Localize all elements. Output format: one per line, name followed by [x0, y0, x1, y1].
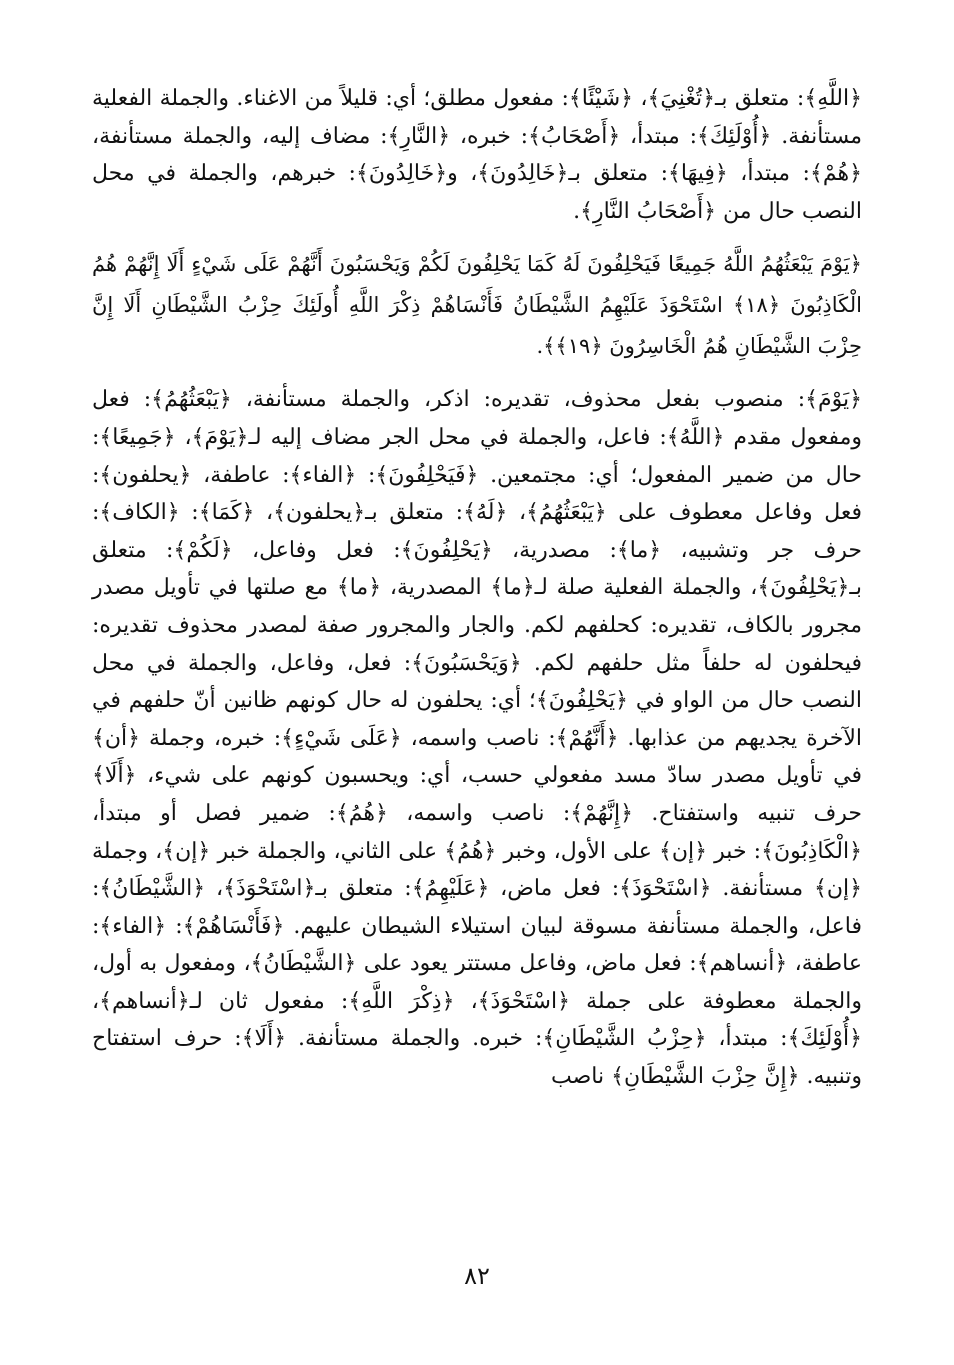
grammar-analysis-paragraph: ﴿يَوْمَ﴾: منصوب بفعل محذوف، تقديره: اذكر، والجملة مستأنفة، ﴿يَبْعَثُهُمُ﴾: فعل ومفعول مقدم ﴿اللَّهُ﴾: فاعل، والجملة في محل الجر مضاف إليه لـ﴿يَوْمَ﴾، ﴿جَمِيعًا﴾: حال من ضمير المفعول؛ أي: مجتمعين. ﴿فَيَحْلِفُونَ﴾: ﴿الفاء﴾: عاطفة، ﴿يحلفون﴾: فعل وفاعل معطوف على ﴿يَبْعَثُهُمُ﴾، ﴿لَهُ﴾: متعلق بـ﴿يحلفون﴾، ﴿كَمَا﴾: ﴿الكاف﴾: حرف جر وتشبيه، ﴿ما﴾: مصدرية، ﴿يَحْلِفُونَ﴾: فعل وفاعل، ﴿لَكُمْ﴾: متعلق بـ﴿يَحْلِفُونَ﴾، والجملة الفعلية صلة لـ﴿ما﴾ المصدرية، ﴿ما﴾ مع صلتها في تأويل مصدر مجرور بالكاف، تقديره: كحلفهم لكم. والجار والمجرور صفة لمصدر محذوف تقديره: فيحلفون له حلفاً مثل حلفهم لكم. ﴿وَيَحْسَبُونَ﴾: فعل، وفاعل، والجملة في محل النصب حال من الواو في ﴿يَحْلِفُونَ﴾؛ أي: يحلفون له حال كونهم ظانين أنّ حلفهم في الآخرة يجديهم من عذابها. ﴿أَنَّهُمْ﴾: ناصب واسمه، ﴿عَلَى شَيْءٍ﴾: خبره، وجملة ﴿أن﴾ في تأويل مصدر سادّ مسد مفعولي حسب، أي: ويحسبون كونهم على شيء، ﴿أَلَا﴾ حرف تنبيه واستفتاح. ﴿إِنَّهُمْ﴾: ناصب واسمه، ﴿هُمُ﴾: ضمير فصل أو مبتدأ، ﴿الْكَاذِبُونَ﴾: خبر ﴿إن﴾ على الأول، وخبر ﴿هُمُ﴾ على الثاني، والجملة خبر ﴿إن﴾، وجملة ﴿إن﴾ مستأنفة. ﴿اسْتَحْوَذَ﴾: فعل ماض، ﴿عَلَيْهِمُ﴾: متعلق بـ﴿اسْتَحْوَذَ﴾، ﴿الشَّيْطَانُ﴾: فاعل، والجملة مستأنفة مسوقة لبيان استيلاء الشيطان عليهم. ﴿فَأَنْسَاهُمْ﴾: ﴿الفاء﴾: عاطفة، ﴿أنساهم﴾: فعل ماض، وفاعل مستتر يعود على ﴿الشَّيْطَانُ﴾، ومفعول به أول، والجملة معطوفة على جملة ﴿اسْتَحْوَذَ﴾، ﴿ذِكْرَ اللَّهِ﴾: مفعول ثان لـ﴿أنساهم﴾، ﴿أُوْلَئِكَ﴾: مبتدأ، ﴿حِزْبُ الشَّيْطَانِ﴾: خبره. والجملة مستأنفة. ﴿أَلَا﴾: حرف استفتاح وتنبيه. ﴿إِنَّ حِزْبَ الشَّيْطَانِ﴾ ناصب	[92, 387, 862, 1090]
intro-paragraph: ﴿اللَّهِ﴾: متعلق بـ﴿تُغْنِيَ﴾، ﴿شَيْئًا﴾: مفعول مطلق؛ أي: قليلاً من الاغناء. والجملة الفعلية مستأنفة. ﴿أُوْلَئِكَ﴾: مبتدأ، ﴿أَصْحَابُ﴾: خبره، ﴿النَّارِ﴾: مضاف إليه، والجملة مستأنفة، ﴿هُمْ﴾: مبتدأ، ﴿فِيهَا﴾: متعلق بـ﴿خَالِدُونَ﴾، و﴿خَالِدُونَ﴾: خبرهم، والجملة في محل النصب حال من ﴿أَصْحَابُ النَّارِ﴾.	[92, 86, 862, 224]
page-number: ٨٢	[464, 1262, 490, 1290]
quran-verse-block: ﴿يَوْمَ يَبْعَثُهُمُ اللَّهُ جَمِيعًا فَيَحْلِفُونَ لَهُ كَمَا يَحْلِفُونَ لَكُمْ وَيَحْسَبُونَ أَنَّهُمْ عَلَى شَيْءٍ أَلَا إِنَّهُمْ هُمُ الْكَاذِبُونَ ﴿١٨﴾ اسْتَحْوَذَ عَلَيْهِمُ الشَّيْطَانُ فَأَنْسَاهُمْ ذِكْرَ اللَّهِ أُولَئِكَ حِزْبُ الشَّيْطَانِ أَلَا إِنَّ حِزْبَ الشَّيْطَانِ هُمُ الْخَاسِرُونَ ﴿١٩﴾﴾.	[92, 252, 862, 359]
document-page	[92, 80, 862, 1096]
